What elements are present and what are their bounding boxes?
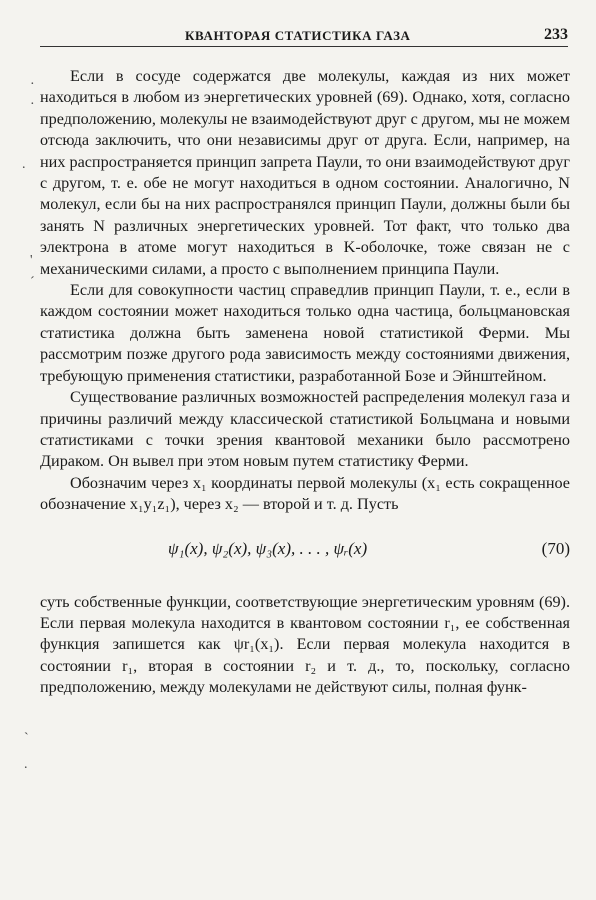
- running-title: КВАНТОРАЯ СТАТИСТИКА ГАЗА: [185, 28, 411, 43]
- page-number: 233: [544, 26, 568, 43]
- margin-speck: ·: [30, 77, 35, 92]
- paragraph-continuation: суть собственные функции, соответствующие энергетическим уровням (69). Если первая молекула находится в квантовом состоянии r₁, ее собственная функция запишется как ψr₁(x₁). Если первая молекула находится в состоянии r₁, вторая в состоянии r₂ и т. д., то, поскольку, согласно предположению, между молекулами не действуют силы, полная функ-: [40, 592, 570, 697]
- margin-speck: ': [30, 253, 33, 268]
- equation-number: (70): [541, 538, 570, 558]
- running-header: [40, 26, 568, 46]
- margin-speck: ·: [30, 97, 35, 112]
- equation-70: [40, 516, 570, 582]
- paragraph: Если для совокупности частиц справедлив принцип Паули, т. е., если в каждом состоянии может находиться только одна частица, больцмановская статистика должна быть заменена новой статистикой Ферми. Мы рассмотрим позже другого рода зависимость между состояниями движения, требующую применения статистики, разработанной Бозе и Эйнштейном.: [40, 281, 570, 385]
- margin-speck: `: [24, 731, 29, 746]
- margin-speck: ´: [30, 275, 35, 290]
- margin-speck: .: [24, 757, 28, 772]
- header-rule: [40, 46, 568, 47]
- paragraph: Если в сосуде содержатся две молекулы, каждая из них может находиться в любом из энергетических уровней (69). Однако, хотя, согласно предположению, молекулы не взаимодействуют друг с другом, мы не можем отсюда заключить, что они независимы друг от друга. Если, например, на них распространяется принцип запрета Паули, то они взаимодействуют друг с другом, т. е. обе не могут находиться в одном состоянии. Аналогично, N молекул, если бы на них распространялся принцип Паули, должны были бы занять N различных энергетических уровней. Тот факт, что только два электрона в атоме могут находиться в K-оболочке, тоже связан не с механическими силами, а просто с выполнением принципа Паули.: [40, 67, 570, 278]
- equation-expression: ψ₁(x), ψ₂(x), ψ₃(x), . . . , ψᵣ(x): [168, 538, 368, 558]
- paragraph: Обозначим через x₁ координаты первой молекулы (x₁ есть сокращенное обозначение x₁y₁z₁), через x₂ — второй и т. д. Пусть: [40, 473, 570, 514]
- page-body: [40, 66, 570, 699]
- margin-speck: .: [22, 157, 26, 172]
- paragraph: Существование различных возможностей распределения молекул газа и причины различий между классической статистикой Больцмана и новыми статистиками с точки зрения квантовой механики было рассмотрено Дираком. Он вывел при этом новым путем статистику Ферми.: [40, 388, 570, 471]
